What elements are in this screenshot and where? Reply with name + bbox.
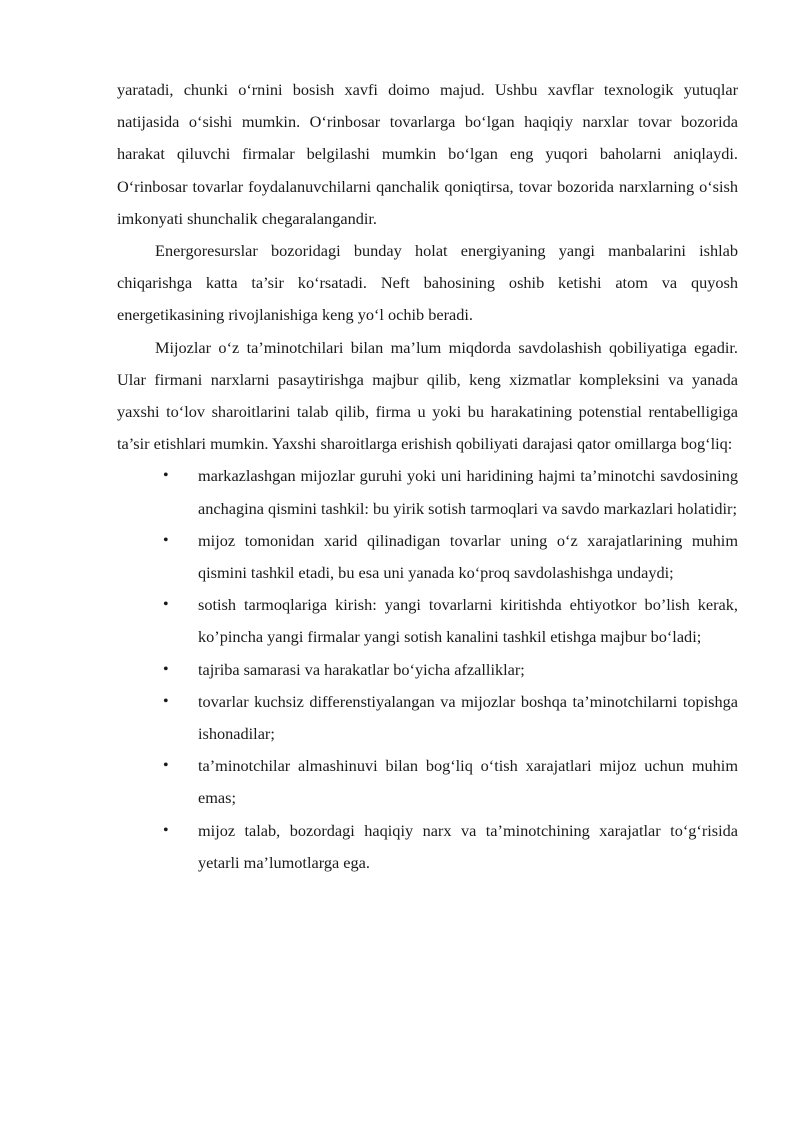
list-item	[117, 460, 738, 524]
list-item	[117, 750, 738, 814]
document-page	[117, 74, 738, 879]
list-item-text: ta’minotchilar almashinuvi bilan bog‘liq o‘tish xarajatlari mijoz uchun muhim emas;	[198, 756, 738, 808]
list-item-text: tovarlar kuchsiz differenstiyalangan va mijozlar boshqa ta’minotchilarni topishga ishonadilar;	[198, 691, 738, 744]
list-item	[117, 654, 738, 686]
bullet-icon: •	[163, 692, 169, 710]
paragraph-energy-resources: Energoresurslar bozoridagi bunday holat energiyaning yangi manbalarini ishlab chiqarishga katta ta’sir ko‘rsatadi. Neft bahosining oshib ketishi atom va quyosh energetikasining rivojlanishiga keng yo‘l ochib beradi.	[117, 241, 738, 325]
list-item	[117, 686, 738, 750]
paragraph-customers: Mijozlar o‘z ta’minotchilari bilan ma’lum miqdorda savdolashish qobiliyatiga egadir. Ular firmani narxlarni pasaytirishga majbur qilib, keng xizmatlar kompleksini va yanada yaxshi to‘lov sharoitlarini talab qilib, firma u yoki bu harakatining potenstial rentabelligiga ta’sir etishlari mumkin. Yaxshi sharoitlarga erishish qobiliyati darajasi qator omillarga bog‘liq:	[117, 337, 738, 454]
list-item-text: markazlashgan mijozlar guruhi yoki uni haridining hajmi ta’minotchi savdosining anchagina qismini tashkil: bu yirik sotish tarmoqlari va savdo markazlari holatidir;	[198, 466, 738, 518]
bullet-icon: •	[163, 467, 169, 485]
bullet-icon: •	[163, 757, 169, 775]
bullet-icon: •	[163, 660, 169, 678]
bullet-icon: •	[163, 596, 169, 614]
list-item-text: sotish tarmoqlariga kirish: yangi tovarlarni kiritishda ehtiyotkor bo’lish kerak, ko’pincha yangi firmalar yangi sotish kanalini tashkil etishga majbur bo‘ladi;	[198, 595, 738, 647]
bullet-list	[117, 460, 738, 879]
list-item	[117, 589, 738, 653]
list-item-text: mijoz tomonidan xarid qilinadigan tovarlar uning o‘z xarajatlarining muhim qismini tashkil etadi, bu esa uni yanada ko‘proq savdolashishga undaydi;	[198, 530, 738, 583]
list-item-text: mijoz talab, bozordagi haqiqiy narx va ta’minotchining xarajatlar to‘g‘risida yetarli ma’lumotlarga ega.	[198, 820, 738, 872]
list-item-text: tajriba samarasi va harakatlar bo‘yicha afzalliklar;	[198, 659, 525, 679]
list-item	[117, 525, 738, 589]
bullet-icon: •	[163, 531, 169, 549]
list-item	[117, 815, 738, 879]
paragraph-continuation: yaratadi, chunki o‘rnini bosish xavfi doimo majud. Ushbu xavflar texnologik yutuqlar natijasida o‘sishi mumkin. O‘rinbosar tovarlarga bo‘lgan haqiqiy narxlar tovar bozorida harakat qiluvchi firmalar belgilashi mumkin bo‘lgan eng yuqori baholarni aniqlaydi. O‘rinbosar tovarlar foydalanuvchilarni qanchalik qoniqtirsa, tovar bozorida narxlarning o‘sish imkonyati shunchalik chegaralangandir.	[117, 80, 738, 228]
bullet-icon: •	[163, 821, 169, 839]
